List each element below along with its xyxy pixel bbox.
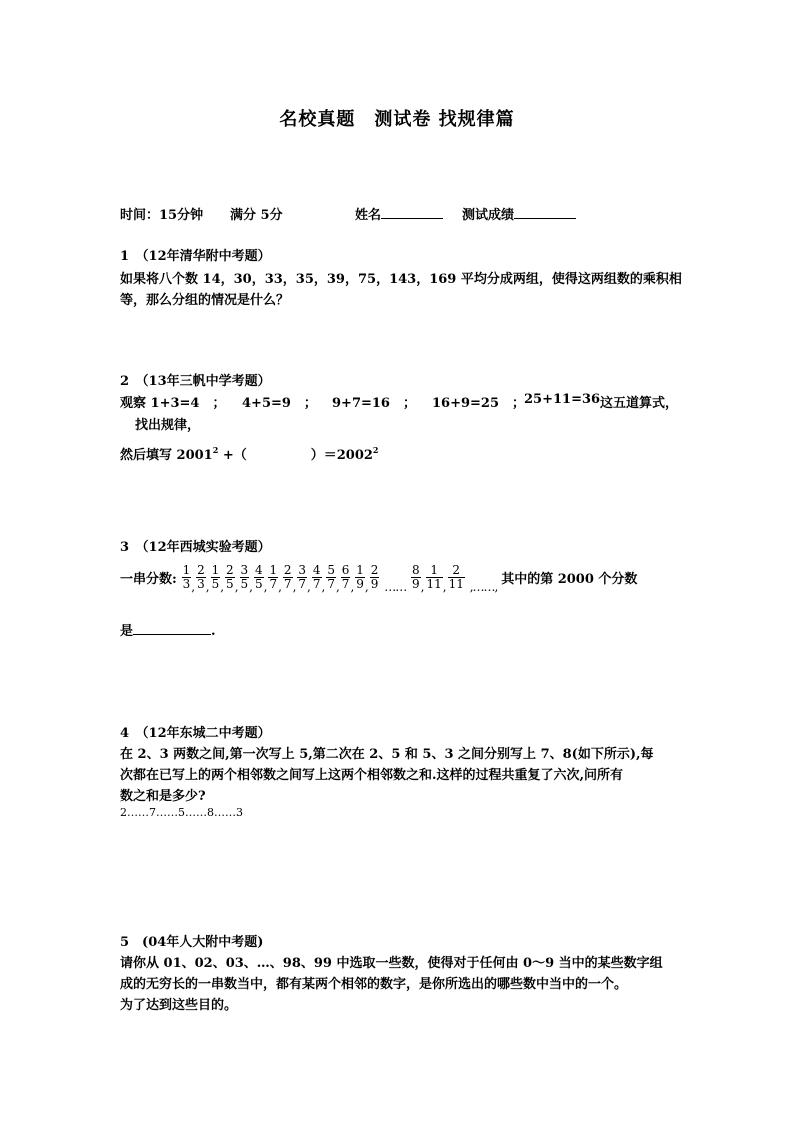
fraction-numerator: 3 (240, 563, 249, 577)
q3-fractions-group1 (181, 563, 381, 594)
fraction (341, 564, 351, 591)
fraction-denominator: 5 (211, 577, 220, 591)
fraction (297, 564, 307, 591)
name-label: 姓名 (355, 208, 382, 223)
q1-line2: 等，那么分组的情况是什么？ (120, 293, 290, 308)
fraction-numerator: 8 (412, 563, 420, 577)
fraction-denominator: 7 (269, 577, 278, 591)
comma-separator: , (220, 580, 225, 594)
q3-answer-line (120, 620, 216, 639)
q2-fill-c: ）＝2002 (310, 448, 373, 463)
comma-separator: , (420, 580, 425, 594)
q2-eq3: 9+7=16 ； (332, 396, 416, 411)
fraction-numerator: 1 (269, 563, 278, 577)
fraction-denominator: 11 (426, 577, 442, 591)
q3-heading: 3 （12年西城实验考题） (120, 540, 271, 555)
q3-answer-suffix: . (211, 624, 216, 639)
q5-line2: 成的无穷长的一串数当中，都有某两个相邻的数字，是你所选出的哪些数中当中的一个。 (120, 977, 628, 992)
comma-separator: , (335, 580, 340, 594)
q2-exp-c: 2 (372, 445, 379, 455)
comma-separator: , (321, 580, 326, 594)
fraction-numerator: 1 (356, 563, 364, 577)
fraction-numerator: 2 (283, 563, 292, 577)
comma-separator: , (191, 580, 196, 594)
fraction-numerator: 2 (226, 563, 234, 577)
fraction-denominator: 7 (341, 577, 350, 591)
score-label: 测试成绩 (462, 208, 515, 223)
fraction (448, 564, 465, 591)
q1-heading: 1 （12年清华附中考题） (120, 249, 271, 264)
fraction-numerator: 4 (254, 563, 263, 577)
q3-fraction-row (120, 564, 637, 594)
fraction-denominator: 11 (448, 577, 464, 591)
fraction-denominator: 9 (412, 577, 420, 591)
fraction-denominator: 5 (254, 577, 263, 591)
q2-observe: 观察 1+3=4 ； (120, 396, 226, 411)
q2-eq2: 4+5=9 ； (242, 396, 317, 411)
q4-line3: 数之和是多少? (120, 789, 206, 804)
comma-separator: , (234, 580, 239, 594)
score-field (462, 204, 576, 223)
fraction (268, 564, 278, 591)
comma-separator: , (292, 580, 297, 594)
q3-tail-dots: ,……, (469, 580, 498, 594)
fraction (312, 564, 322, 591)
comma-separator: , (278, 580, 282, 594)
comma-separator: , (205, 580, 210, 594)
fraction (225, 564, 235, 591)
fraction-numerator: 2 (197, 563, 205, 577)
fraction-denominator: 9 (370, 577, 379, 591)
fraction (411, 564, 421, 591)
q2-eq5: 25+11=36 (524, 392, 601, 407)
fraction-numerator: 4 (312, 563, 321, 577)
q3-fractions-group2 (410, 563, 466, 594)
fraction-numerator: 1 (430, 563, 438, 577)
q5-line3: 为了达到这些目的。 (120, 998, 238, 1013)
fraction (370, 564, 380, 591)
q4-heading: 4 （12年东城二中考题） (120, 726, 271, 741)
fraction-denominator: 7 (283, 577, 292, 591)
fraction-denominator: 7 (312, 577, 321, 591)
comma-separator: , (249, 580, 253, 594)
fraction-denominator: 3 (182, 577, 191, 591)
fraction (326, 564, 336, 591)
q2-fill-line (120, 444, 379, 463)
q4-line2: 次都在已写上的两个相邻数之间写上这两个相邻数之和.这样的过程共重复了六次,问所有 (120, 768, 624, 783)
fraction (211, 564, 221, 591)
q3-mid-dots: …… (384, 580, 407, 594)
comma-separator: , (307, 580, 311, 594)
q2-fill-b: +（ (222, 448, 247, 463)
comma-separator: , (442, 580, 447, 594)
fraction (182, 564, 192, 591)
full-score-label: 满分 5分 (230, 208, 283, 223)
q2-fill-a: 然后填写 2001 (120, 448, 213, 463)
q3-answer-prefix: 是 (120, 624, 134, 639)
fraction-numerator: 3 (298, 563, 307, 577)
fraction (240, 564, 250, 591)
q3-suffix: 其中的第 2000 个分数 (501, 572, 638, 587)
fraction-numerator: 2 (452, 563, 461, 577)
name-blank (381, 206, 443, 219)
fraction-denominator: 5 (226, 577, 234, 591)
comma-separator: , (364, 580, 369, 594)
time-label: 时间：15分钟 (120, 208, 204, 223)
q3-prefix: 一串分数: (120, 572, 177, 587)
fraction-numerator: 2 (370, 563, 379, 577)
fraction (196, 564, 206, 591)
name-field (355, 204, 443, 223)
q4-sequence: 2……7……5……8……3 (120, 806, 243, 819)
q2-heading: 2 （13年三帆中学考题） (120, 374, 271, 389)
fraction-numerator: 5 (327, 563, 335, 577)
q2-eq4: 16+9=25 ； (432, 396, 526, 411)
q3-answer-blank (133, 622, 211, 635)
fraction-numerator: 6 (341, 563, 350, 577)
q5-line1: 请你从 01、02、03、…、98、99 中选取一些数，使得对于任何由 0～9 当中的某些数字组 (120, 956, 663, 971)
fraction-denominator: 7 (298, 577, 307, 591)
fraction-numerator: 1 (182, 563, 191, 577)
fraction (355, 564, 365, 591)
fraction-denominator: 9 (356, 577, 364, 591)
score-blank (514, 206, 576, 219)
q4-line1: 在 2、3 两数之间,第一次写上 5,第二次在 2、5 和 5、3 之间分别写上 7、8(如下所示),每 (120, 747, 654, 762)
page-title: 名校真题 测试卷 找规律篇 (279, 109, 515, 130)
q5-heading: 5 (04年人大附中考题) (120, 935, 264, 950)
q2-exp-a: 2 (212, 445, 219, 455)
fraction (283, 564, 293, 591)
comma-separator: , (263, 580, 268, 594)
fraction-denominator: 5 (240, 577, 249, 591)
fraction-denominator: 7 (327, 577, 335, 591)
q2-tail2: 找出规律， (135, 418, 201, 433)
fraction (254, 564, 264, 591)
fraction-numerator: 1 (211, 563, 220, 577)
fraction (426, 564, 443, 591)
comma-separator: , (350, 580, 355, 594)
fraction-denominator: 3 (197, 577, 205, 591)
q2-tail1: 这五道算式， (600, 396, 679, 411)
q1-line1: 如果将八个数 14，30，33，35，39，75，143，169 平均分成两组，使得这两组数的乘积相 (120, 272, 682, 287)
